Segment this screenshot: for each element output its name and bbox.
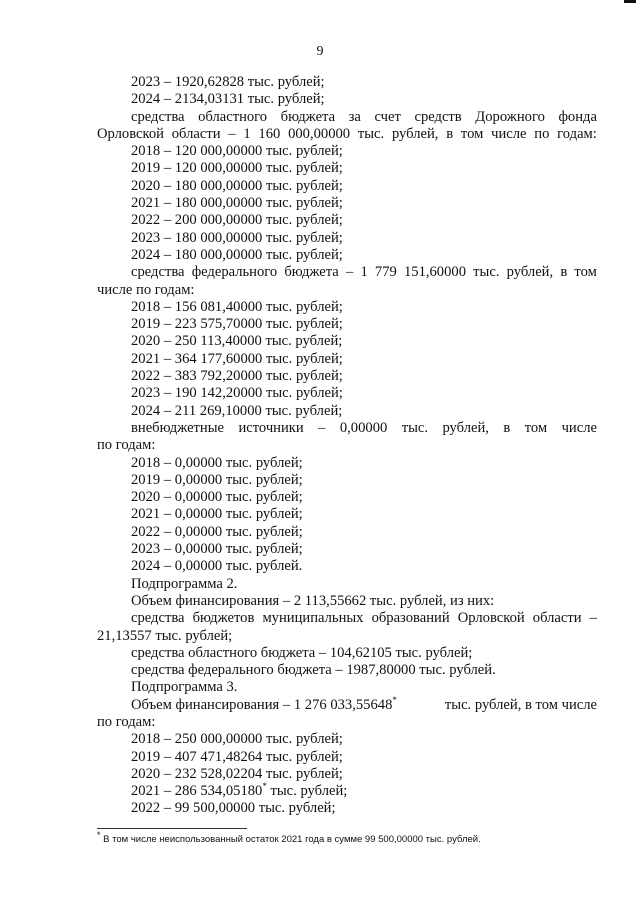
text-line: 2021 – 180 000,00000 тыс. рублей; — [131, 195, 343, 212]
text-line — [97, 109, 597, 126]
word: 160 — [258, 125, 281, 142]
word: бюджета — [280, 108, 336, 125]
word: Орловской — [97, 125, 164, 142]
word: том — [524, 419, 548, 436]
word: Дорожного — [475, 108, 545, 125]
word: источники — [238, 419, 304, 436]
text-line — [97, 694, 597, 714]
word: за — [348, 108, 361, 125]
word: в — [503, 419, 511, 436]
word: годам: — [557, 125, 597, 142]
word: 1 — [360, 264, 368, 281]
text-line: 2021 – 364 177,60000 тыс. рублей; — [131, 350, 343, 367]
word: в — [446, 125, 454, 142]
footnote-reference: * — [262, 781, 267, 792]
text-line: 2018 – 0,00000 тыс. рублей; — [131, 454, 303, 471]
word: бюджета — [284, 264, 339, 281]
text-line — [97, 420, 597, 437]
word: счет — [374, 108, 401, 125]
text-line: 2020 – 250 113,40000 тыс. рублей; — [131, 333, 343, 350]
word: средства — [131, 610, 185, 627]
text-line: 2019 – 120 000,00000 тыс. рублей; — [131, 160, 343, 177]
text-line: 2021 – 0,00000 тыс. рублей; — [131, 506, 303, 523]
word: – — [228, 125, 236, 142]
word: бюджетов — [192, 610, 255, 627]
word: по — [534, 125, 550, 142]
text-line — [97, 783, 597, 800]
word: – — [318, 419, 326, 436]
word: тыс. — [473, 264, 500, 281]
line-text-tail: тыс. рублей; — [266, 783, 348, 800]
word: Орловской — [457, 610, 525, 627]
text-line: 2023 – 1920,62828 тыс. рублей; — [131, 74, 325, 90]
document-body — [97, 74, 597, 818]
word: областного — [198, 108, 268, 125]
word: том — [574, 264, 597, 281]
word: рублей, — [506, 264, 554, 281]
word: 151,60000 — [403, 264, 466, 281]
text-line: 2018 – 250 000,00000 тыс. рублей; — [131, 731, 343, 748]
footnote-divider — [97, 828, 247, 829]
text-line: 2018 – 156 081,40000 тыс. рублей; — [131, 298, 343, 315]
word: числе — [491, 125, 527, 142]
footnote-marker: * — [97, 829, 101, 840]
word: рублей, — [391, 125, 439, 142]
word: 000,00000 — [288, 125, 351, 142]
text-line: Подпрограмма 2. — [131, 575, 238, 592]
word: тыс. — [401, 419, 429, 436]
text-line — [97, 126, 597, 143]
word: средства — [131, 108, 185, 125]
word: числе — [561, 419, 597, 436]
word: образований — [371, 610, 450, 627]
text-line: 21,13557 тыс. рублей; — [97, 627, 233, 644]
word: 779 — [374, 264, 397, 281]
word: области — [171, 125, 221, 142]
word: внебюджетные — [131, 419, 225, 436]
text-line: 2023 – 0,00000 тыс. рублей; — [131, 541, 303, 558]
text-line: 2019 – 223 575,70000 тыс. рублей; — [131, 316, 343, 333]
line-text: 2021 – 286 534,05180 — [131, 783, 263, 800]
text-line: 2019 – 407 471,48264 тыс. рублей; — [131, 748, 343, 765]
text-line: средства федерального бюджета – 1987,80000 тыс. рублей. — [131, 662, 496, 679]
text-line: по годам: — [97, 437, 156, 454]
text-line — [97, 264, 597, 281]
text-line: по годам: — [97, 713, 156, 730]
text-line: 2022 – 383 792,20000 тыс. рублей; — [131, 368, 343, 385]
text-line: 2024 – 180 000,00000 тыс. рублей; — [131, 246, 343, 263]
line-text: Объем финансирования – 1 276 033,55648 — [131, 696, 393, 713]
word: рублей, — [442, 419, 489, 436]
text-line: 2022 – 99 500,00000 тыс. рублей; — [131, 800, 336, 817]
word: федерального — [191, 264, 278, 281]
text-line: 2018 – 120 000,00000 тыс. рублей; — [131, 143, 343, 160]
word: 1 — [243, 125, 251, 142]
scan-mark — [624, 0, 636, 3]
text-line — [97, 610, 597, 627]
text-line: 2024 – 2134,03131 тыс. рублей; — [131, 91, 325, 108]
text-line: 2024 – 211 269,10000 тыс. рублей; — [131, 402, 343, 419]
word: – — [345, 264, 354, 281]
text-line: 2019 – 0,00000 тыс. рублей; — [131, 471, 303, 488]
text-line: 2020 – 232 528,02204 тыс. рублей; — [131, 765, 343, 782]
word: средства — [131, 264, 185, 281]
text-line: 2022 – 0,00000 тыс. рублей; — [131, 523, 303, 540]
text-line: 2023 – 190 142,20000 тыс. рублей; — [131, 385, 343, 402]
text-line: средства областного бюджета – 104,62105 тыс. рублей; — [131, 644, 473, 661]
word: средств — [414, 108, 462, 125]
text-line: 2020 – 180 000,00000 тыс. рублей; — [131, 177, 343, 194]
text-line: числе по годам: — [97, 281, 195, 298]
footnote-text: В том числе неиспользованный остаток 2021 года в сумме 99 500,00000 тыс. рублей. — [100, 834, 481, 845]
word: – — [589, 610, 597, 627]
word: в — [560, 264, 568, 281]
footnote — [97, 829, 481, 845]
word: области — [532, 610, 582, 627]
text-line: Объем финансирования – 2 113,55662 тыс. рублей, из них: — [131, 592, 495, 609]
word: тыс. — [357, 125, 385, 142]
word: 0,00000 — [339, 419, 388, 436]
word: том — [460, 125, 484, 142]
word: фонда — [558, 108, 597, 125]
text-line: 2020 – 0,00000 тыс. рублей; — [131, 489, 303, 506]
page-number: 9 — [316, 44, 324, 59]
word: муниципальных — [262, 610, 364, 627]
text-line: 2022 – 200 000,00000 тыс. рублей; — [131, 212, 343, 229]
text-line: Подпрограмма 3. — [131, 679, 238, 696]
footnote-reference: * — [392, 694, 397, 705]
text-line: 2023 – 180 000,00000 тыс. рублей; — [131, 229, 343, 246]
text-line: 2024 – 0,00000 тыс. рублей. — [131, 558, 303, 575]
line-text-tail: тыс. рублей, в том числе — [444, 696, 597, 713]
